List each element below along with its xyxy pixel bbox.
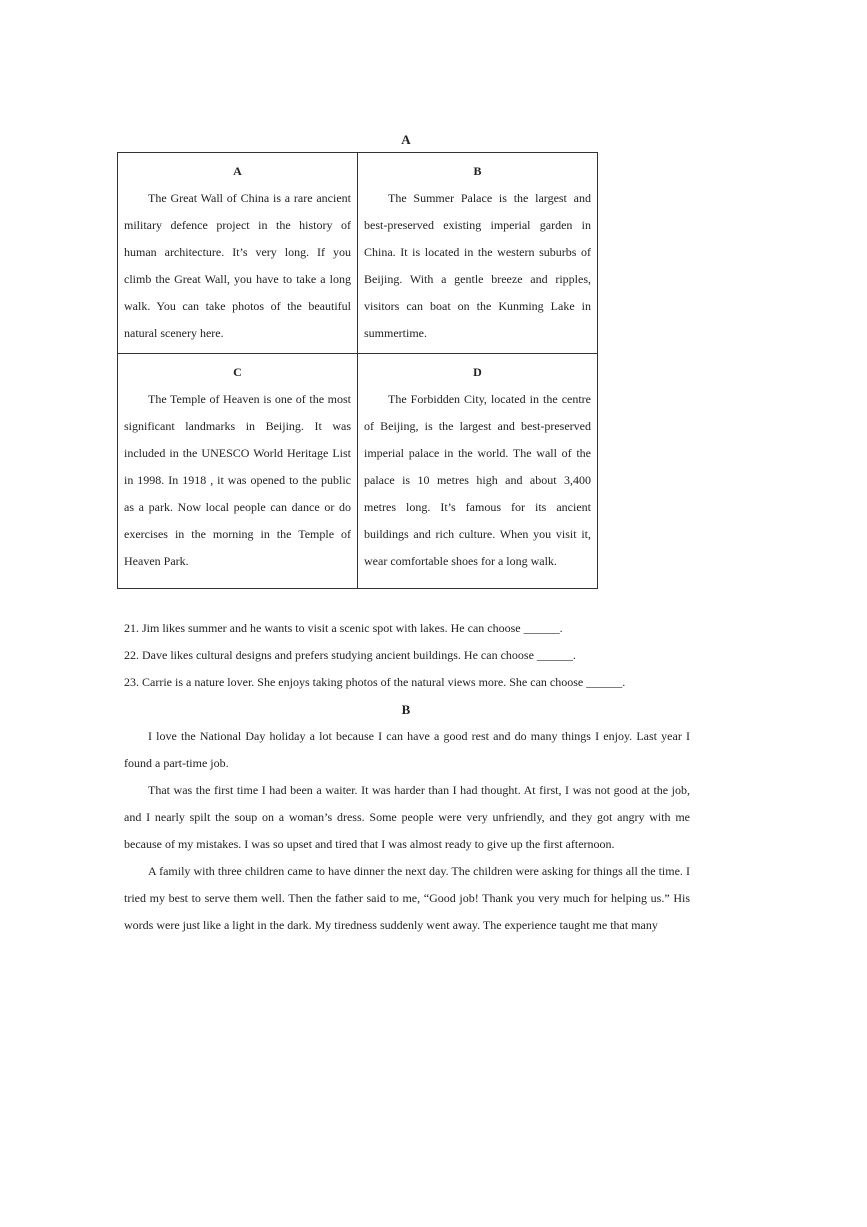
- section-a-heading: A: [401, 132, 411, 147]
- spot-a-text: The Great Wall of China is a rare ancient military defence project in the history of human architecture. It’s very long. If you climb the Great Wall, you have to take a long walk. You can take photos of the beautiful natural scenery here.: [124, 191, 351, 340]
- question-21: 21. Jim likes summer and he wants to visit a scenic spot with lakes. He can choose ______.: [124, 621, 563, 635]
- spot-a-title: A: [233, 164, 242, 178]
- passage-paragraph: A family with three children came to have dinner the next day. The children were asking for things all the time. I tried my best to serve them well. Then the father said to me, “Good job! Thank you very much for helping us.” His words were just like a light in the dark. My tiredness suddenly went away. The experience taught me that many: [124, 864, 690, 932]
- passage-paragraph: That was the first time I had been a waiter. It was harder than I had thought. At first, I was not good at the job, and I nearly spilt the soup on a woman’s dress. Some people were very unfriendly, and they got angry with me because of my mistakes. I was so upset and tired that I was almost ready to give up the first afternoon.: [124, 783, 690, 851]
- spot-b-title: B: [473, 164, 482, 178]
- spot-cell-b: [358, 153, 598, 354]
- section-b-passage: [124, 723, 690, 939]
- spot-cell-d: [358, 354, 598, 589]
- passage-paragraph: I love the National Day holiday a lot because I can have a good rest and do many things I enjoy. Last year I found a part-time job.: [124, 729, 690, 770]
- spot-d-text: The Forbidden City, located in the centre of Beijing, is the largest and best-preserved imperial palace in the world. The wall of the palace is 10 metres high and about 3,400 metres long. It’s famous for its ancient buildings and rich culture. When you visit it, wear comfortable shoes for a long walk.: [364, 392, 591, 568]
- question-23: 23. Carrie is a nature lover. She enjoys taking photos of the natural views more. She can choose ______.: [124, 675, 626, 689]
- spot-d-title: D: [473, 365, 482, 379]
- question-22: 22. Dave likes cultural designs and prefers studying ancient buildings. He can choose ______.: [124, 648, 576, 662]
- spot-c-text: The Temple of Heaven is one of the most significant landmarks in Beijing. It was included in the UNESCO World Heritage List in 1998. In 1918 , it was opened to the public as a park. Now local people can dance or do exercises in the morning in the Temple of Heaven Park.: [124, 392, 351, 568]
- scenic-spots-table: [117, 152, 598, 589]
- section-b-heading: B: [401, 702, 411, 717]
- spot-cell-a: [118, 153, 358, 354]
- spot-c-title: C: [233, 365, 242, 379]
- spot-cell-c: [118, 354, 358, 589]
- spot-b-text: The Summer Palace is the largest and best-preserved existing imperial garden in China. It is located in the western suburbs of Beijing. With a gentle breeze and ripples, visitors can boat on the Kunming Lake in summertime.: [364, 191, 591, 340]
